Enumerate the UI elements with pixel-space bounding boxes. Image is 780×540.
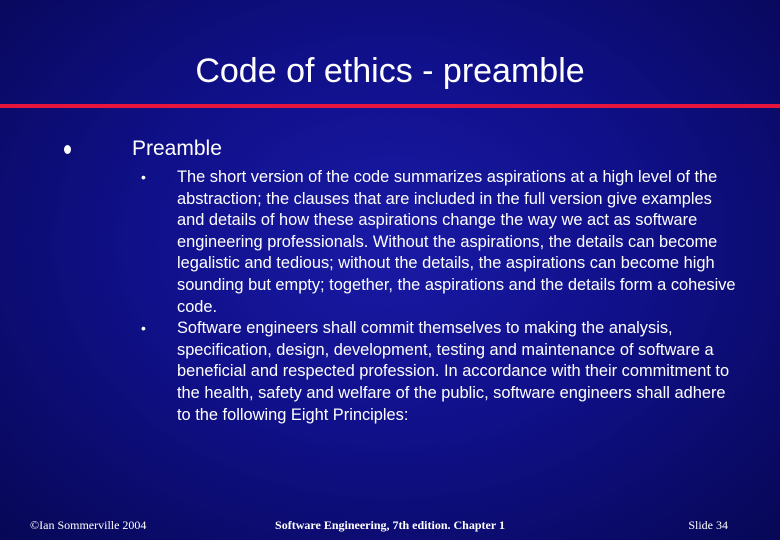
footer-copyright: ©Ian Sommerville 2004 bbox=[30, 518, 147, 532]
point-text: The short version of the code summarizes aspirations at a high level of the abstraction; the clauses that are included in the full version give examples and details of how these aspirations change the way we act as software engineering professionals. Without the aspirations, the details can become legalistic and tedious; without the details, the aspirations can become high sounding but empty; together, the aspirations and the details form a cohesive code. bbox=[177, 168, 736, 316]
bullet-icon: • bbox=[141, 320, 146, 337]
title-divider bbox=[0, 104, 780, 108]
preamble-heading: Preamble bbox=[132, 137, 222, 160]
footer-book-title: Software Engineering, 7th edition. Chapter 1 bbox=[275, 518, 505, 532]
bullet-icon: • bbox=[141, 169, 146, 185]
bullet-dot-icon bbox=[64, 145, 71, 154]
preamble-points bbox=[141, 167, 741, 426]
list-item bbox=[141, 318, 741, 426]
list-item bbox=[141, 167, 741, 318]
footer-slide-number: Slide 34 bbox=[688, 518, 728, 532]
slide-title: Code of ethics - preamble bbox=[195, 52, 585, 90]
point-text: Software engineers shall commit themselves to making the analysis, specification, design, development, testing and maintenance of software a beneficial and respected profession. In accordance with their commitment to the health, safety and welfare of the public, software engineers shall adhere to the following Eight Principles: bbox=[177, 319, 730, 424]
